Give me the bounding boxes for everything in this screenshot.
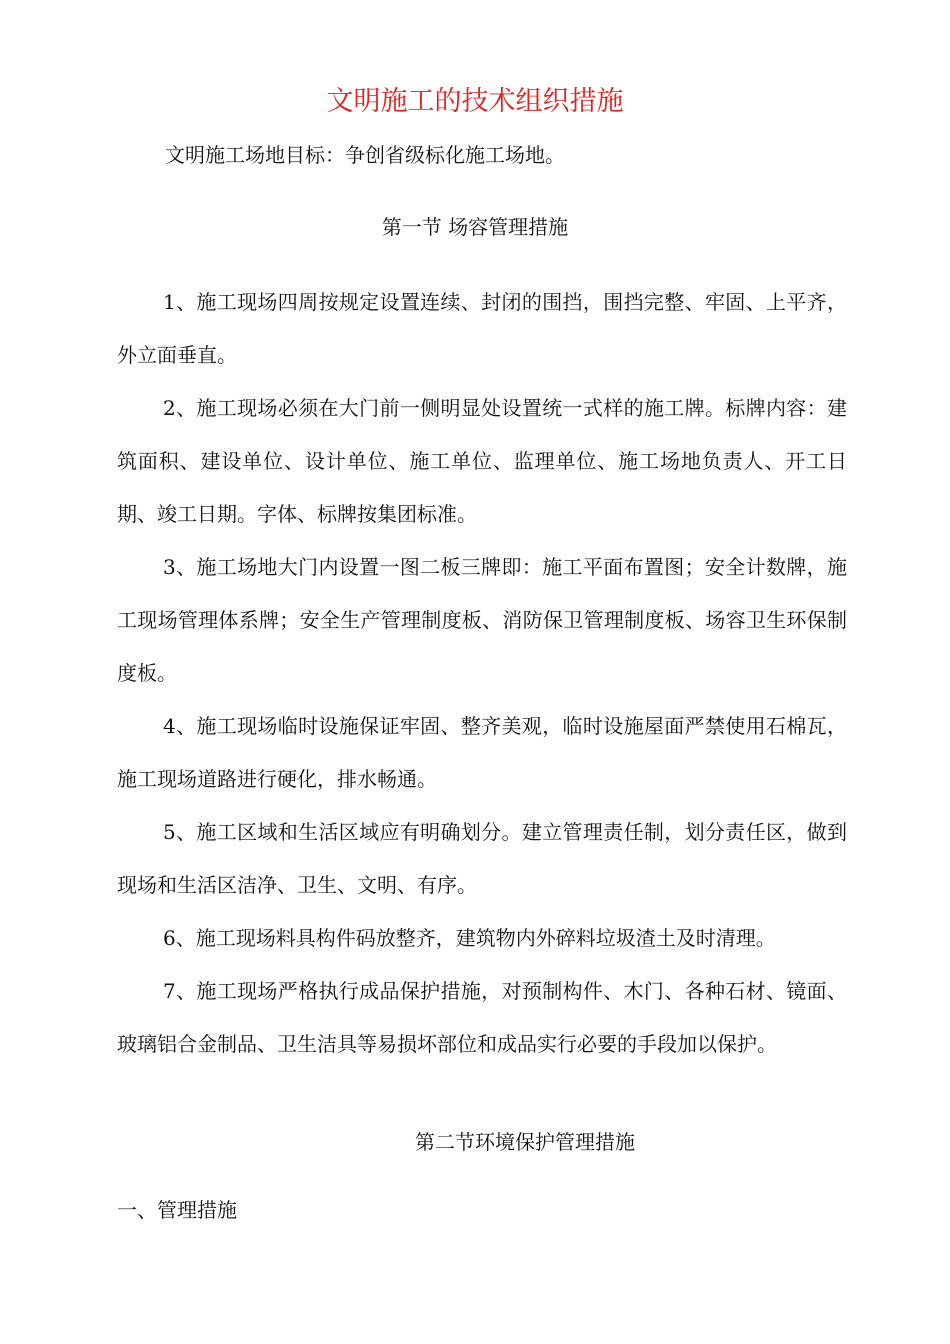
list-item: 1、施工现场四周按规定设置连续、封闭的围挡，围挡完整、牢固、上平齐，外立面垂直。 (117, 290, 847, 367)
subheading: 一、管理措施 (117, 1198, 237, 1222)
list-item: 4、施工现场临时设施保证牢固、整齐美观，临时设施屋面严禁使用石棉瓦，施工现场道路进行硬化，排水畅通。 (117, 714, 847, 791)
list-item: 6、施工现场料具构件码放整齐，建筑物内外碎料垃圾渣土及时清理。 (163, 926, 776, 950)
document-title: 文明施工的技术组织措施 (326, 86, 624, 117)
list-item: 7、施工现场严格执行成品保护措施，对预制构件、木门、各种石材、镜面、玻璃铝合金制品、卫生洁具等易损坏部位和成品实行必要的手段加以保护。 (117, 979, 847, 1056)
intro-paragraph: 文明施工场地目标：争创省级标化施工场地。 (165, 143, 565, 167)
list-item: 2、施工现场必须在大门前一侧明显处设置统一式样的施工牌。标牌内容：建筑面积、建设单位、设计单位、施工单位、监理单位、施工场地负责人、开工日期、竣工日期。字体、标牌按集团标准。 (117, 396, 847, 526)
list-item: 3、施工场地大门内设置一图二板三牌即：施工平面布置图；安全计数牌，施工现场管理体系牌；安全生产管理制度板、消防保卫管理制度板、场容卫生环保制度板。 (117, 555, 847, 685)
section-heading-2: 第二节环境保护管理措施 (415, 1130, 635, 1154)
section-heading-1: 第一节 场容管理措施 (381, 215, 569, 239)
list-item: 5、施工区域和生活区域应有明确划分。建立管理责任制，划分责任区，做到现场和生活区洁净、卫生、文明、有序。 (117, 820, 847, 897)
measures-list (117, 276, 847, 1071)
